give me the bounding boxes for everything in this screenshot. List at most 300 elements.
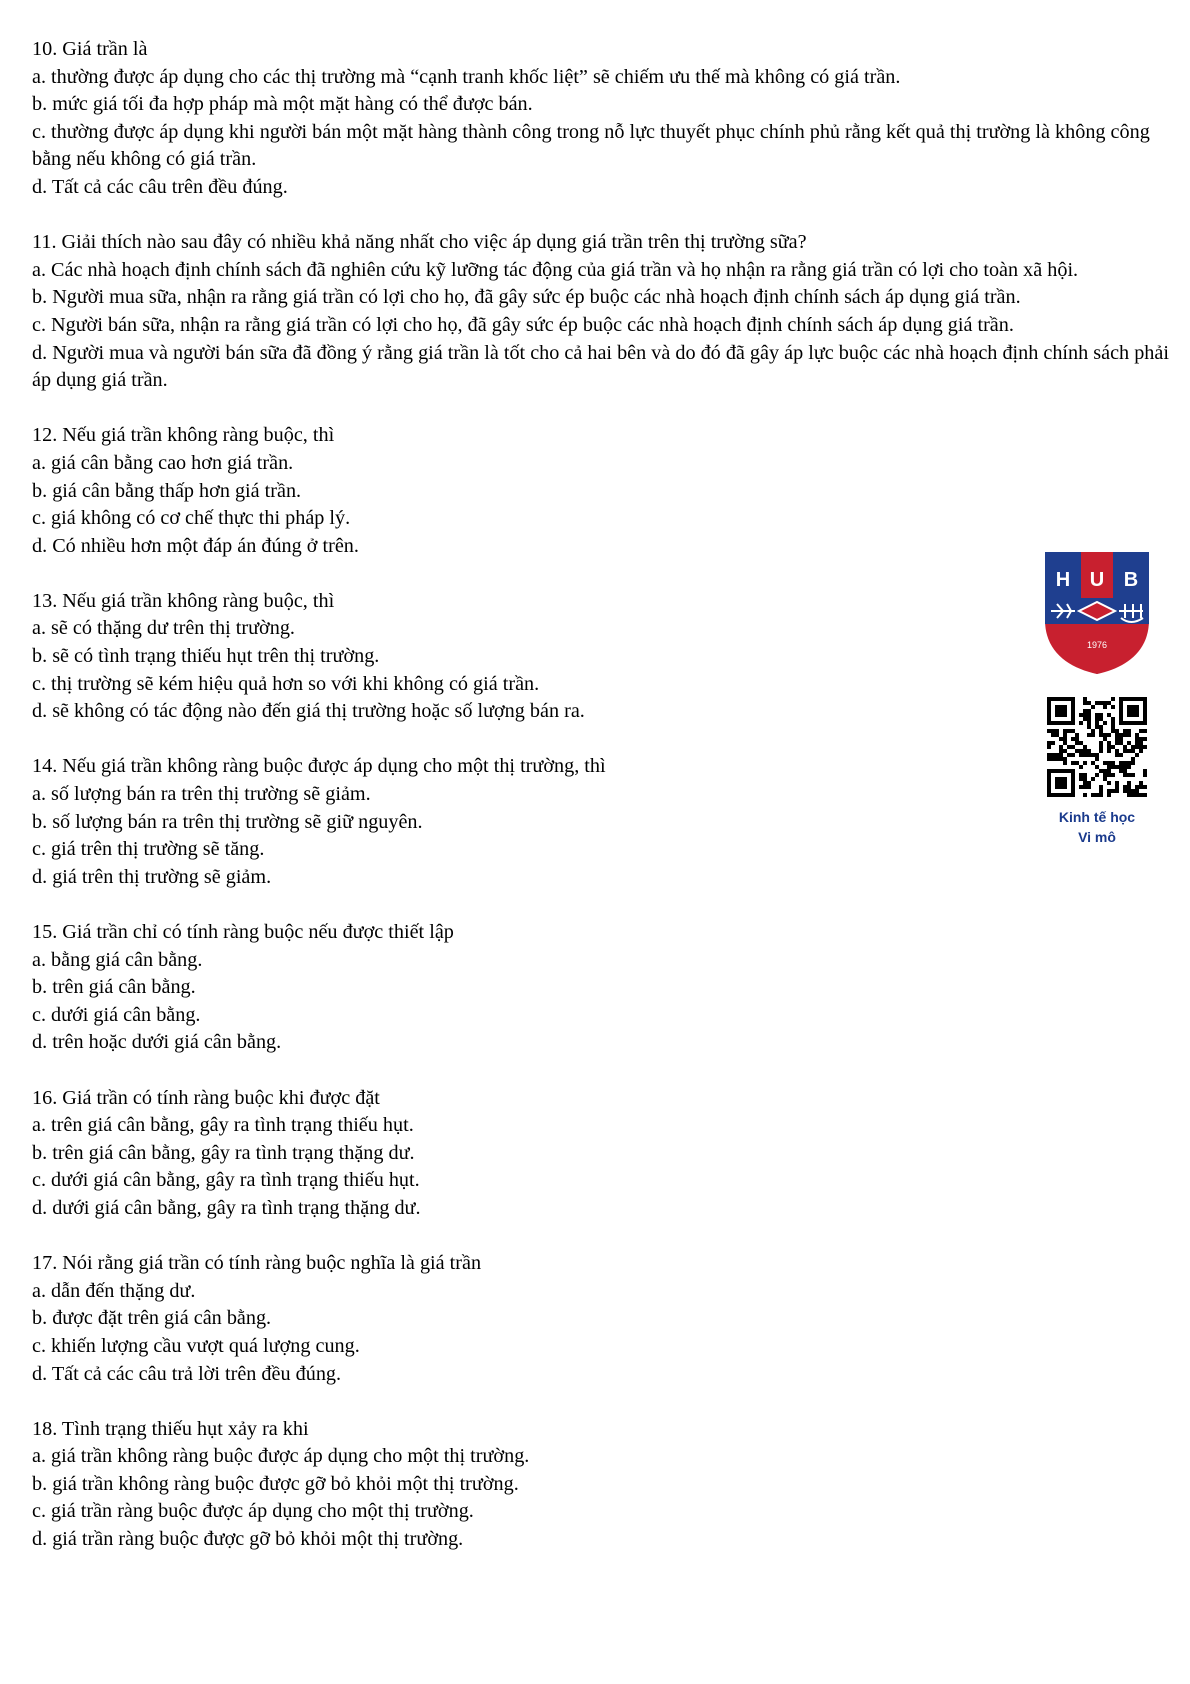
qr-module bbox=[1051, 741, 1055, 745]
qr-module bbox=[1127, 789, 1131, 793]
question-title: 15. Giá trần chỉ có tính ràng buộc nếu được thiết lập bbox=[32, 921, 454, 943]
qr-module bbox=[1127, 713, 1131, 717]
qr-module bbox=[1059, 781, 1063, 785]
qr-module bbox=[1119, 705, 1123, 709]
qr-module bbox=[1143, 701, 1147, 705]
qr-module bbox=[1111, 745, 1115, 749]
qr-module bbox=[1139, 793, 1143, 797]
qr-module bbox=[1047, 729, 1051, 733]
qr-module bbox=[1091, 705, 1095, 709]
qr-module bbox=[1071, 717, 1075, 721]
qr-module bbox=[1079, 721, 1083, 725]
qr-module bbox=[1055, 785, 1059, 789]
qr-module bbox=[1139, 785, 1143, 789]
qr-module bbox=[1051, 733, 1055, 737]
qr-module bbox=[1099, 733, 1103, 737]
qr-module bbox=[1063, 713, 1067, 717]
qr-module bbox=[1135, 709, 1139, 713]
qr-module bbox=[1083, 777, 1087, 781]
qr-module bbox=[1063, 705, 1067, 709]
qr-module bbox=[1055, 709, 1059, 713]
qr-module bbox=[1119, 709, 1123, 713]
qr-module bbox=[1095, 757, 1099, 761]
qr-module bbox=[1087, 781, 1091, 785]
qr-module bbox=[1123, 789, 1127, 793]
qr-module bbox=[1071, 745, 1075, 749]
qr-module bbox=[1123, 721, 1127, 725]
qr-module bbox=[1123, 745, 1127, 749]
option-d: d. trên hoặc dưới giá cân bằng. bbox=[32, 1031, 282, 1054]
hub-logo-icon bbox=[1041, 548, 1153, 676]
qr-module bbox=[1063, 781, 1067, 785]
qr-module bbox=[1135, 705, 1139, 709]
qr-module bbox=[1059, 769, 1063, 773]
qr-module bbox=[1115, 789, 1119, 793]
qr-module bbox=[1143, 705, 1147, 709]
qr-module bbox=[1135, 793, 1139, 797]
qr-module bbox=[1139, 749, 1143, 753]
qr-module bbox=[1055, 721, 1059, 725]
qr-module bbox=[1115, 781, 1119, 785]
option-a: a. số lượng bán ra trên thị trường sẽ giảm. bbox=[32, 783, 371, 806]
qr-module bbox=[1099, 785, 1103, 789]
qr-module bbox=[1091, 733, 1095, 737]
qr-module bbox=[1143, 769, 1147, 773]
qr-module bbox=[1071, 697, 1075, 701]
qr-module bbox=[1123, 733, 1127, 737]
qr-module bbox=[1083, 745, 1087, 749]
logo-letter-u: U bbox=[1089, 569, 1105, 591]
qr-module bbox=[1135, 697, 1139, 701]
qr-module bbox=[1119, 765, 1123, 769]
caption-line-2: Vi mô bbox=[1078, 829, 1116, 845]
qr-module bbox=[1071, 721, 1075, 725]
qr-module bbox=[1095, 773, 1099, 777]
qr-module bbox=[1055, 757, 1059, 761]
qr-module bbox=[1071, 737, 1075, 741]
option-c: c. dưới giá cân bằng. bbox=[32, 1003, 201, 1026]
qr-module bbox=[1103, 761, 1107, 765]
qr-module bbox=[1127, 705, 1131, 709]
qr-module bbox=[1079, 713, 1083, 717]
qr-module bbox=[1119, 721, 1123, 725]
qr-module bbox=[1075, 741, 1079, 745]
qr-module bbox=[1123, 729, 1127, 733]
option-d: d. Tất cả các câu trả lời trên đều đúng. bbox=[32, 1362, 342, 1385]
qr-module bbox=[1143, 709, 1147, 713]
qr-module bbox=[1115, 741, 1119, 745]
qr-module bbox=[1115, 737, 1119, 741]
qr-module bbox=[1087, 713, 1091, 717]
option-a: a. dẫn đến thặng dư. bbox=[32, 1279, 196, 1302]
qr-module bbox=[1135, 785, 1139, 789]
qr-module bbox=[1111, 725, 1115, 729]
qr-module bbox=[1107, 761, 1111, 765]
qr-module bbox=[1059, 785, 1063, 789]
option-c: c. dưới giá cân bằng, gây ra tình trạng thiếu hụt. bbox=[32, 1169, 420, 1192]
qr-module bbox=[1055, 705, 1059, 709]
qr-module bbox=[1139, 741, 1143, 745]
qr-module bbox=[1107, 773, 1111, 777]
option-a: a. giá trần không ràng buộc được áp dụng cho một thị trường. bbox=[32, 1445, 530, 1468]
qr-module bbox=[1075, 733, 1079, 737]
qr-module bbox=[1087, 701, 1091, 705]
qr-module bbox=[1099, 729, 1103, 733]
qr-module bbox=[1083, 793, 1087, 797]
qr-module bbox=[1055, 769, 1059, 773]
option-b: b. giá cân bằng thấp hơn giá trần. bbox=[32, 479, 302, 502]
qr-module bbox=[1067, 729, 1071, 733]
qr-module bbox=[1071, 789, 1075, 793]
qr-module bbox=[1127, 749, 1131, 753]
qr-module bbox=[1127, 781, 1131, 785]
option-c: c. giá không có cơ chế thực thi pháp lý. bbox=[32, 507, 351, 530]
qr-module bbox=[1095, 717, 1099, 721]
qr-module bbox=[1127, 741, 1131, 745]
qr-module bbox=[1123, 769, 1127, 773]
qr-module bbox=[1095, 713, 1099, 717]
qr-module bbox=[1055, 713, 1059, 717]
logo-letter-b: B bbox=[1123, 569, 1139, 591]
qr-module bbox=[1079, 765, 1083, 769]
qr-module bbox=[1131, 697, 1135, 701]
question-18 bbox=[32, 1416, 1172, 1554]
question-12 bbox=[32, 422, 1172, 560]
option-d: d. dưới giá cân bằng, gây ra tình trạng thặng dư. bbox=[32, 1196, 421, 1219]
qr-module bbox=[1083, 749, 1087, 753]
qr-module bbox=[1095, 701, 1099, 705]
qr-module bbox=[1047, 697, 1051, 701]
qr-module bbox=[1107, 789, 1111, 793]
qr-module bbox=[1071, 761, 1075, 765]
qr-module bbox=[1075, 737, 1079, 741]
qr-module bbox=[1067, 793, 1071, 797]
qr-module bbox=[1063, 733, 1067, 737]
qr-module bbox=[1103, 701, 1107, 705]
qr-module bbox=[1111, 761, 1115, 765]
question-11 bbox=[32, 229, 1172, 395]
qr-module bbox=[1135, 733, 1139, 737]
qr-module bbox=[1135, 753, 1139, 757]
qr-module bbox=[1079, 753, 1083, 757]
qr-module bbox=[1107, 701, 1111, 705]
qr-module bbox=[1055, 729, 1059, 733]
qr-module bbox=[1059, 713, 1063, 717]
qr-module bbox=[1071, 785, 1075, 789]
qr-module bbox=[1127, 729, 1131, 733]
logo-year: 1976 bbox=[1086, 640, 1108, 650]
qr-module bbox=[1119, 701, 1123, 705]
qr-module bbox=[1063, 785, 1067, 789]
qr-module bbox=[1083, 701, 1087, 705]
qr-module bbox=[1143, 717, 1147, 721]
qr-module bbox=[1083, 753, 1087, 757]
qr-module bbox=[1123, 761, 1127, 765]
qr-module bbox=[1135, 741, 1139, 745]
qr-module bbox=[1131, 793, 1135, 797]
qr-module bbox=[1083, 697, 1087, 701]
qr-module bbox=[1047, 721, 1051, 725]
qr-module bbox=[1143, 737, 1147, 741]
question-title: 12. Nếu giá trần không ràng buộc, thì bbox=[32, 424, 335, 447]
option-c: c. giá trần ràng buộc được áp dụng cho một thị trường. bbox=[32, 1500, 474, 1523]
option-c: c. giá trên thị trường sẽ tăng. bbox=[32, 838, 265, 861]
qr-module bbox=[1127, 793, 1131, 797]
qr-module bbox=[1047, 777, 1051, 781]
option-a: a. sẽ có thặng dư trên thị trường. bbox=[32, 617, 295, 640]
qr-module bbox=[1143, 721, 1147, 725]
qr-module bbox=[1131, 789, 1135, 793]
qr-module bbox=[1083, 709, 1087, 713]
qr-module bbox=[1139, 721, 1143, 725]
option-d: d. Người mua và người bán sữa đã đồng ý rằng giá trần là tốt cho cả hai bên và do đó đã gây áp lực buộc các nhà hoạch định chính sách phải áp dụng giá trần. bbox=[32, 341, 1169, 392]
qr-module bbox=[1107, 765, 1111, 769]
qr-module bbox=[1063, 721, 1067, 725]
qr-module bbox=[1131, 713, 1135, 717]
qr-module bbox=[1119, 753, 1123, 757]
qr-module bbox=[1099, 769, 1103, 773]
qr-module bbox=[1103, 769, 1107, 773]
qr-module bbox=[1107, 733, 1111, 737]
qr-module bbox=[1059, 753, 1063, 757]
qr-module bbox=[1139, 781, 1143, 785]
qr-module bbox=[1135, 789, 1139, 793]
option-a: a. giá cân bằng cao hơn giá trần. bbox=[32, 451, 294, 474]
qr-module bbox=[1047, 713, 1051, 717]
qr-module bbox=[1071, 705, 1075, 709]
qr-module bbox=[1123, 785, 1127, 789]
qr-module bbox=[1059, 705, 1063, 709]
option-a: a. Các nhà hoạch định chính sách đã nghiên cứu kỹ lưỡng tác động của giá trần và họ nhận ra rằng giá trần có lợi cho toàn xã hội. bbox=[32, 258, 1079, 281]
question-title: 13. Nếu giá trần không ràng buộc, thì bbox=[32, 589, 335, 612]
qr-module bbox=[1047, 701, 1051, 705]
qr-module bbox=[1123, 773, 1127, 777]
qr-module bbox=[1131, 761, 1135, 765]
qr-module bbox=[1135, 745, 1139, 749]
qr-module bbox=[1095, 793, 1099, 797]
qr-module bbox=[1115, 733, 1119, 737]
option-b: b. mức giá tối đa hợp pháp mà một mặt hàng có thể được bán. bbox=[32, 93, 533, 116]
qr-module bbox=[1083, 713, 1087, 717]
qr-module bbox=[1067, 769, 1071, 773]
logo-letter-h: H bbox=[1055, 569, 1071, 591]
qr-module bbox=[1063, 737, 1067, 741]
qr-module bbox=[1071, 709, 1075, 713]
qr-module bbox=[1131, 709, 1135, 713]
qr-module bbox=[1135, 737, 1139, 741]
qr-module bbox=[1071, 713, 1075, 717]
option-b: b. trên giá cân bằng. bbox=[32, 976, 196, 999]
qr-module bbox=[1127, 765, 1131, 769]
qr-module bbox=[1047, 757, 1051, 761]
qr-module bbox=[1099, 793, 1103, 797]
qr-module bbox=[1115, 765, 1119, 769]
question-14 bbox=[32, 753, 1172, 891]
qr-module bbox=[1079, 785, 1083, 789]
qr-module bbox=[1099, 725, 1103, 729]
question-title: 11. Giải thích nào sau đây có nhiều khả năng nhất cho việc áp dụng giá trần trên thị trường sữa? bbox=[32, 231, 807, 254]
qr-module bbox=[1059, 721, 1063, 725]
qr-module bbox=[1067, 721, 1071, 725]
qr-module bbox=[1087, 717, 1091, 721]
qr-module bbox=[1119, 733, 1123, 737]
qr-module bbox=[1143, 773, 1147, 777]
option-a: a. thường được áp dụng cho các thị trường mà “cạnh tranh khốc liệt” sẽ chiếm ưu thế mà không có giá trần. bbox=[32, 65, 901, 88]
qr-module bbox=[1099, 745, 1103, 749]
qr-module bbox=[1087, 785, 1091, 789]
qr-module bbox=[1127, 785, 1131, 789]
qr-module bbox=[1059, 757, 1063, 761]
qr-module bbox=[1099, 741, 1103, 745]
qr-module bbox=[1119, 717, 1123, 721]
qr-module bbox=[1111, 717, 1115, 721]
qr-module bbox=[1099, 749, 1103, 753]
question-title: 18. Tình trạng thiếu hụt xảy ra khi bbox=[32, 1417, 309, 1440]
course-caption bbox=[1030, 807, 1164, 847]
qr-module bbox=[1123, 749, 1127, 753]
qr-module bbox=[1091, 753, 1095, 757]
qr-module bbox=[1099, 789, 1103, 793]
qr-module bbox=[1063, 777, 1067, 781]
question-17 bbox=[32, 1250, 1172, 1388]
qr-module bbox=[1079, 773, 1083, 777]
qr-module bbox=[1143, 713, 1147, 717]
qr-module bbox=[1131, 773, 1135, 777]
qr-module bbox=[1071, 769, 1075, 773]
qr-module bbox=[1143, 697, 1147, 701]
qr-module bbox=[1071, 777, 1075, 781]
qr-module bbox=[1131, 749, 1135, 753]
qr-module bbox=[1111, 773, 1115, 777]
qr-module bbox=[1127, 697, 1131, 701]
qr-module bbox=[1083, 717, 1087, 721]
qr-module bbox=[1059, 745, 1063, 749]
question-title: 14. Nếu giá trần không ràng buộc được áp dụng cho một thị trường, thì bbox=[32, 755, 606, 778]
document-body bbox=[32, 36, 1172, 1581]
option-b: b. giá trần không ràng buộc được gỡ bỏ khỏi một thị trường. bbox=[32, 1472, 519, 1495]
qr-module bbox=[1063, 709, 1067, 713]
qr-module bbox=[1103, 721, 1107, 725]
qr-module bbox=[1115, 753, 1119, 757]
qr-module bbox=[1047, 785, 1051, 789]
qr-module bbox=[1139, 737, 1143, 741]
qr-module bbox=[1111, 729, 1115, 733]
qr-module bbox=[1111, 789, 1115, 793]
qr-module bbox=[1047, 705, 1051, 709]
qr-module bbox=[1047, 741, 1051, 745]
qr-module bbox=[1051, 769, 1055, 773]
question-16 bbox=[32, 1085, 1172, 1223]
qr-module bbox=[1063, 697, 1067, 701]
question-10 bbox=[32, 36, 1172, 202]
qr-module bbox=[1111, 697, 1115, 701]
qr-module bbox=[1119, 741, 1123, 745]
qr-module bbox=[1071, 773, 1075, 777]
qr-module bbox=[1111, 705, 1115, 709]
qr-module bbox=[1059, 737, 1063, 741]
question-15 bbox=[32, 919, 1172, 1057]
qr-module bbox=[1087, 725, 1091, 729]
qr-module bbox=[1071, 753, 1075, 757]
qr-module bbox=[1107, 793, 1111, 797]
qr-module bbox=[1063, 749, 1067, 753]
qr-module bbox=[1099, 701, 1103, 705]
question-title: 16. Giá trần có tính ràng buộc khi được đặt bbox=[32, 1086, 380, 1109]
option-d: d. giá trên thị trường sẽ giảm. bbox=[32, 865, 272, 888]
qr-module bbox=[1091, 761, 1095, 765]
qr-module bbox=[1083, 773, 1087, 777]
qr-module bbox=[1079, 741, 1083, 745]
qr-module bbox=[1115, 749, 1119, 753]
qr-module bbox=[1051, 793, 1055, 797]
qr-module bbox=[1067, 697, 1071, 701]
qr-module bbox=[1063, 729, 1067, 733]
qr-module bbox=[1055, 781, 1059, 785]
qr-module bbox=[1127, 721, 1131, 725]
qr-module bbox=[1119, 713, 1123, 717]
qr-module bbox=[1079, 777, 1083, 781]
option-c: c. Người bán sữa, nhận ra rằng giá trần có lợi cho họ, đã gây sức ép buộc các nhà hoạch định chính sách áp dụng giá trần. bbox=[32, 313, 1014, 336]
qr-module bbox=[1139, 745, 1143, 749]
option-d: d. giá trần ràng buộc được gỡ bỏ khỏi một thị trường. bbox=[32, 1528, 464, 1551]
qr-module bbox=[1115, 729, 1119, 733]
qr-module bbox=[1099, 713, 1103, 717]
option-d: d. Tất cả các câu trên đều đúng. bbox=[32, 175, 288, 198]
qr-module bbox=[1131, 721, 1135, 725]
qr-module bbox=[1083, 781, 1087, 785]
question-title: 17. Nói rằng giá trần có tính ràng buộc nghĩa là giá trần bbox=[32, 1252, 482, 1275]
question-title: 10. Giá trần là bbox=[32, 38, 148, 60]
qr-module bbox=[1099, 717, 1103, 721]
qr-module bbox=[1143, 729, 1147, 733]
qr-module bbox=[1107, 769, 1111, 773]
qr-module bbox=[1127, 773, 1131, 777]
qr-module bbox=[1095, 721, 1099, 725]
qr-module bbox=[1087, 733, 1091, 737]
qr-module bbox=[1047, 717, 1051, 721]
qr-module bbox=[1107, 741, 1111, 745]
qr-module bbox=[1135, 713, 1139, 717]
qr-module bbox=[1087, 749, 1091, 753]
option-c: c. thị trường sẽ kém hiệu quả hơn so với khi không có giá trần. bbox=[32, 672, 540, 695]
qr-module bbox=[1055, 793, 1059, 797]
qr-module bbox=[1123, 697, 1127, 701]
qr-module bbox=[1087, 753, 1091, 757]
option-b: b. trên giá cân bằng, gây ra tình trạng thặng dư. bbox=[32, 1141, 415, 1164]
qr-module bbox=[1059, 777, 1063, 781]
qr-module bbox=[1131, 757, 1135, 761]
qr-module bbox=[1067, 745, 1071, 749]
qr-module bbox=[1079, 749, 1083, 753]
qr-module bbox=[1087, 721, 1091, 725]
qr-module bbox=[1115, 785, 1119, 789]
qr-module bbox=[1107, 749, 1111, 753]
qr-module bbox=[1119, 769, 1123, 773]
qr-module bbox=[1047, 781, 1051, 785]
qr-module bbox=[1071, 781, 1075, 785]
qr-module bbox=[1055, 753, 1059, 757]
qr-module bbox=[1111, 765, 1115, 769]
qr-module bbox=[1047, 793, 1051, 797]
qr-module bbox=[1063, 793, 1067, 797]
qr-module bbox=[1063, 769, 1067, 773]
qr-module bbox=[1047, 753, 1051, 757]
qr-module bbox=[1119, 761, 1123, 765]
qr-module bbox=[1131, 745, 1135, 749]
qr-module bbox=[1091, 729, 1095, 733]
qr-module bbox=[1103, 705, 1107, 709]
qr-module bbox=[1143, 785, 1147, 789]
